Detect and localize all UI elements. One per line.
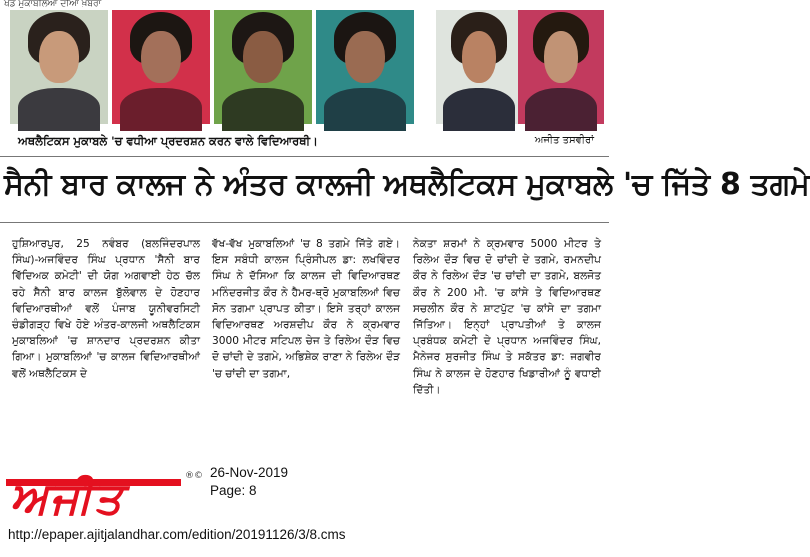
- student-photo-strip: [0, 8, 609, 126]
- photo-student-1: [10, 10, 108, 124]
- photo-student-2: [112, 10, 210, 124]
- photo-student-5: [436, 10, 522, 124]
- edition-page: Page: 8: [210, 483, 257, 498]
- top-strip-clipped-text: ਖੇਡ ਮੁਕਾਬਲਿਆਂ ਦੀਆਂ ਖ਼ਬਰਾਂ: [4, 0, 102, 9]
- article-column-1: ਹੁਸ਼ਿਆਰਪੁਰ, 25 ਨਵੰਬਰ (ਬਲਜਿੰਦਰਪਾਲ ਸਿੰਘ)-ਅਜਵਿੰਦਰ ਸਿੰਘ ਪ੍ਰਧਾਨ 'ਸੈਨੀ ਬਾਰ ਵਿੱਦਿਅਕ ਕਮੇਟੀ' ਦੀ ਯੋਗ ਅਗਵਾਈ ਹੇਠ ਚੱਲ ਰਹੇ ਸੈਨੀ ਬਾਰ ਕਾਲਜ ਬੁੱਲੋਵਾਲ ਦੇ ਹੋਣਹਾਰ ਵਿਦਿਆਰਥੀਆਂ ਵਲੋਂ ਪੰਜਾਬ ਯੂਨੀਵਰਸਿਟੀ ਚੰਡੀਗੜ੍ਹ ਵਿਖੇ ਹੋਏ ਅੰਤਰ-ਕਾਲਜੀ ਅਥਲੈਟਿਕਸ ਮੁਕਾਬਲਿਆਂ 'ਚ ਸ਼ਾਨਦਾਰ ਪ੍ਰਦਰਸ਼ਨ ਕੀਤਾ ਗਿਆ। ਮੁਕਾਬਲਿਆਂ 'ਚ ਕਾਲਜ ਵਿਦਿਆਰਥੀਆਂ ਵਲੋਂ ਅਥਲੈਟਿਕਸ ਦੇ: [12, 238, 200, 380]
- logo-trademarks: ®©: [185, 471, 203, 481]
- logo-wordmark: ਅਜੀਤ: [10, 473, 124, 524]
- edition-meta: [210, 464, 288, 500]
- edition-date: 26-Nov-2019: [210, 465, 289, 480]
- headline: ਸੈਨੀ ਬਾਰ ਕਾਲਜ ਨੇ ਅੰਤਰ ਕਾਲਜੀ ਅਥਲੈਟਿਕਸ ਮੁਕਾਬਲੇ 'ਚ ਜਿੱਤੇ 8 ਤਗਮੇ: [4, 167, 810, 202]
- photo-student-3: [214, 10, 312, 124]
- article-body: [12, 236, 602, 452]
- photo-caption-row: [10, 132, 600, 152]
- photo-credit: ਅਜੀਤ ਤਸਵੀਰਾਂ: [534, 135, 594, 146]
- photo-student-4: [316, 10, 414, 124]
- article-column-3: ਨੇਕਤਾ ਸ਼ਰਮਾਂ ਨੇ ਕ੍ਰਮਵਾਰ 5000 ਮੀਟਰ ਤੇ ਰਿਲੇਅ ਦੌੜ ਵਿਚ ਦੋ ਚਾਂਦੀ ਦੇ ਤਗਮੇ, ਰਮਨਦੀਪ ਕੌਰ ਨੇ ਰਿਲੇਅ ਦੌੜ 'ਚ ਚਾਂਦੀ ਦਾ ਤਗਮੇ, ਬਲਜੋਤ ਕੌਰ ਨੇ 200 ਮੀ. 'ਚ ਕਾਂਸੇ ਤੇ ਵਿਦਿਆਰਥਣ ਸਚਲੀਨ ਕੌਰ ਨੇ ਸ਼ਾਟਪੁੱਟ 'ਚ ਕਾਂਸੇ ਦਾ ਤਗਮਾ ਜਿੱਤਿਆ। ਇਨ੍ਹਾਂ ਪ੍ਰਾਪਤੀਆਂ ਤੇ ਕਾਲਜ ਪ੍ਰਬੰਧਕ ਕਮੇਟੀ ਦੇ ਪ੍ਰਧਾਨ ਅਜਵਿੰਦਰ ਸਿੰਘ, ਮੈਨੇਜਰ ਸੁਰਜੀਤ ਸਿੰਘ ਤੇ ਸਕੱਤਰ ਡਾ: ਜਗਵੀਰ ਸਿੰਘ ਨੇ ਕਾਲਜ ਦੇ ਹੋਣਹਾਰ ਖਿਡਾਰੀਆਂ ਨੂੰ ਵਧਾਈ ਦਿੱਤੀ।: [413, 238, 601, 396]
- photo-student-6: [518, 10, 604, 124]
- source-url[interactable]: http://epaper.ajitjalandhar.com/edition/20191126/3/8.cms: [8, 527, 346, 542]
- photo-caption: ਅਥਲੈਟਿਕਸ ਮੁਕਾਬਲੇ 'ਚ ਵਧੀਆ ਪ੍ਰਦਰਸ਼ਨ ਕਰਨ ਵਾਲੇ ਵਿਦਿਆਰਥੀ।: [18, 134, 318, 148]
- divider-headline: [0, 222, 609, 223]
- article-column-2: ਵੱਖ-ਵੱਖ ਮੁਕਾਬਲਿਆਂ 'ਚ 8 ਤਗਮੇ ਜਿੱਤੇ ਗਏ। ਇਸ ਸਬੰਧੀ ਕਾਲਜ ਪ੍ਰਿੰਸੀਪਲ ਡਾ: ਲਖਵਿੰਦਰ ਸਿੰਘ ਨੇ ਦੱਸਿਆ ਕਿ ਕਾਲਜ ਦੀ ਵਿਦਿਆਰਥਣ ਮਨਿੰਦਰਜੀਤ ਕੌਰ ਨੇ ਹੈਮਰ-ਥ੍ਰੋ ਮੁਕਾਬਲਿਆਂ ਵਿਚ ਸੋਨ ਤਗਮਾ ਪ੍ਰਾਪਤ ਕੀਤਾ। ਇਸੇ ਤਰ੍ਹਾਂ ਕਾਲਜ ਵਿਦਿਆਰਥਣ ਅਰਸ਼ਦੀਪ ਕੌਰ ਨੇ ਕ੍ਰਮਵਾਰ 3000 ਮੀਟਰ ਸਟਿਪਲ ਚੇਜ ਤੇ ਰਿਲੇਅ ਦੌੜ ਵਿਚ ਦੋ ਚਾਂਦੀ ਦੇ ਤਗਮੇ, ਅਭਿਸ਼ੇਕ ਰਾਣਾ ਨੇ ਰਿਲੇਅ ਦੌੜ 'ਚ ਚਾਂਦੀ ਦਾ ਤਗਮਾ,: [212, 238, 400, 380]
- divider-top: [0, 156, 609, 157]
- newspaper-logo: [2, 469, 207, 529]
